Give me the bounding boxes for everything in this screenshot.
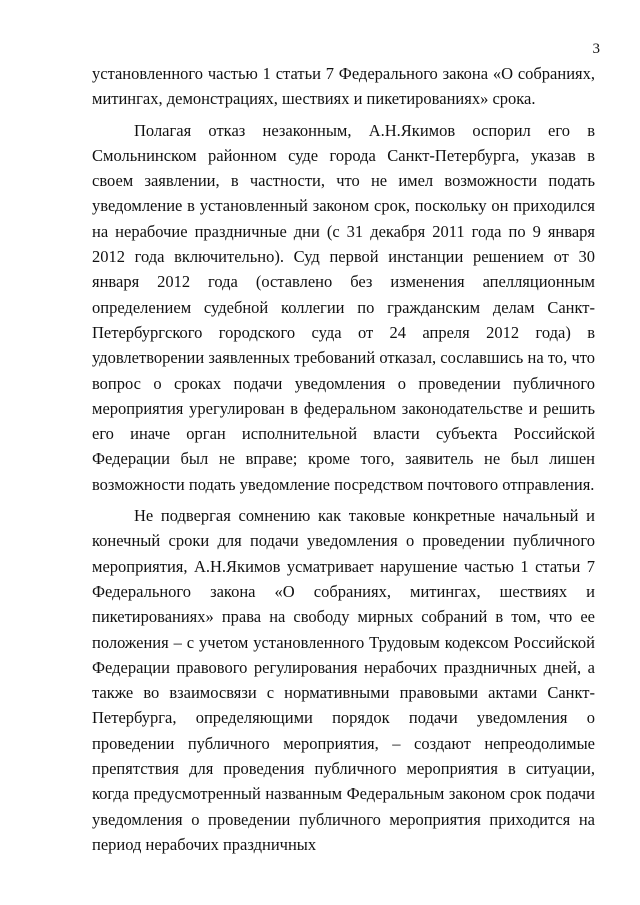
paragraph-applicant-claim: Не подвергая сомнению как таковые конкретные начальный и конечный сроки для подачи уведомления о проведении публичного мероприятия, А.Н.Якимов усматривает нарушение частью 1 статьи 7 Федерального закона «О собраниях, митингах, шествиях и пикетированиях» права на свободу мирных собраний в том, что ее положения – с учетом установленного Трудовым кодексом Российской Федерации правового регулирования нерабочих праздничных дней, а также во взаимосвязи с нормативными правовыми актами Санкт-Петербурга, определяющими порядок подачи уведомления о проведении публичного мероприятия, – создают непреодолимые препятствия для проведения публичного мероприятия в ситуации, когда предусмотренный названным Федеральным законом срок подачи уведомления о проведении публичного мероприятия приходится на период нерабочих праздничных xyxy=(92,506,595,854)
paragraph-continuation: установленного частью 1 статьи 7 Федерального закона «О собраниях, митингах, демонстрациях, шествиях и пикетированиях» срока. xyxy=(92,64,595,109)
document-body xyxy=(92,61,595,857)
paragraph-court-appeal: Полагая отказ незаконным, А.Н.Якимов оспорил его в Смольнинском районном суде города Санкт-Петербурга, указав в своем заявлении, в частности, что не имел возможности подать уведомление в установленный законом срок, поскольку он приходился на нерабочие праздничные дни (с 31 декабря 2011 года по 9 января 2012 года включительно). Суд первой инстанции решением от 30 января 2012 года (оставлено без изменения апелляционным определением судебной коллегии по гражданским делам Санкт-Петербургского городского суда от 24 апреля 2012 года) в удовлетворении заявленных требований отказал, сославшись на то, что вопрос о сроках подачи уведомления о проведении публичного мероприятия урегулирован в федеральном законодательстве и решить его иначе орган исполнительной власти субъекта Российской Федерации был не вправе; кроме того, заявитель не был лишен возможности подать уведомление посредством почтового отправления. xyxy=(92,120,595,494)
page-number: 3 xyxy=(592,41,600,57)
